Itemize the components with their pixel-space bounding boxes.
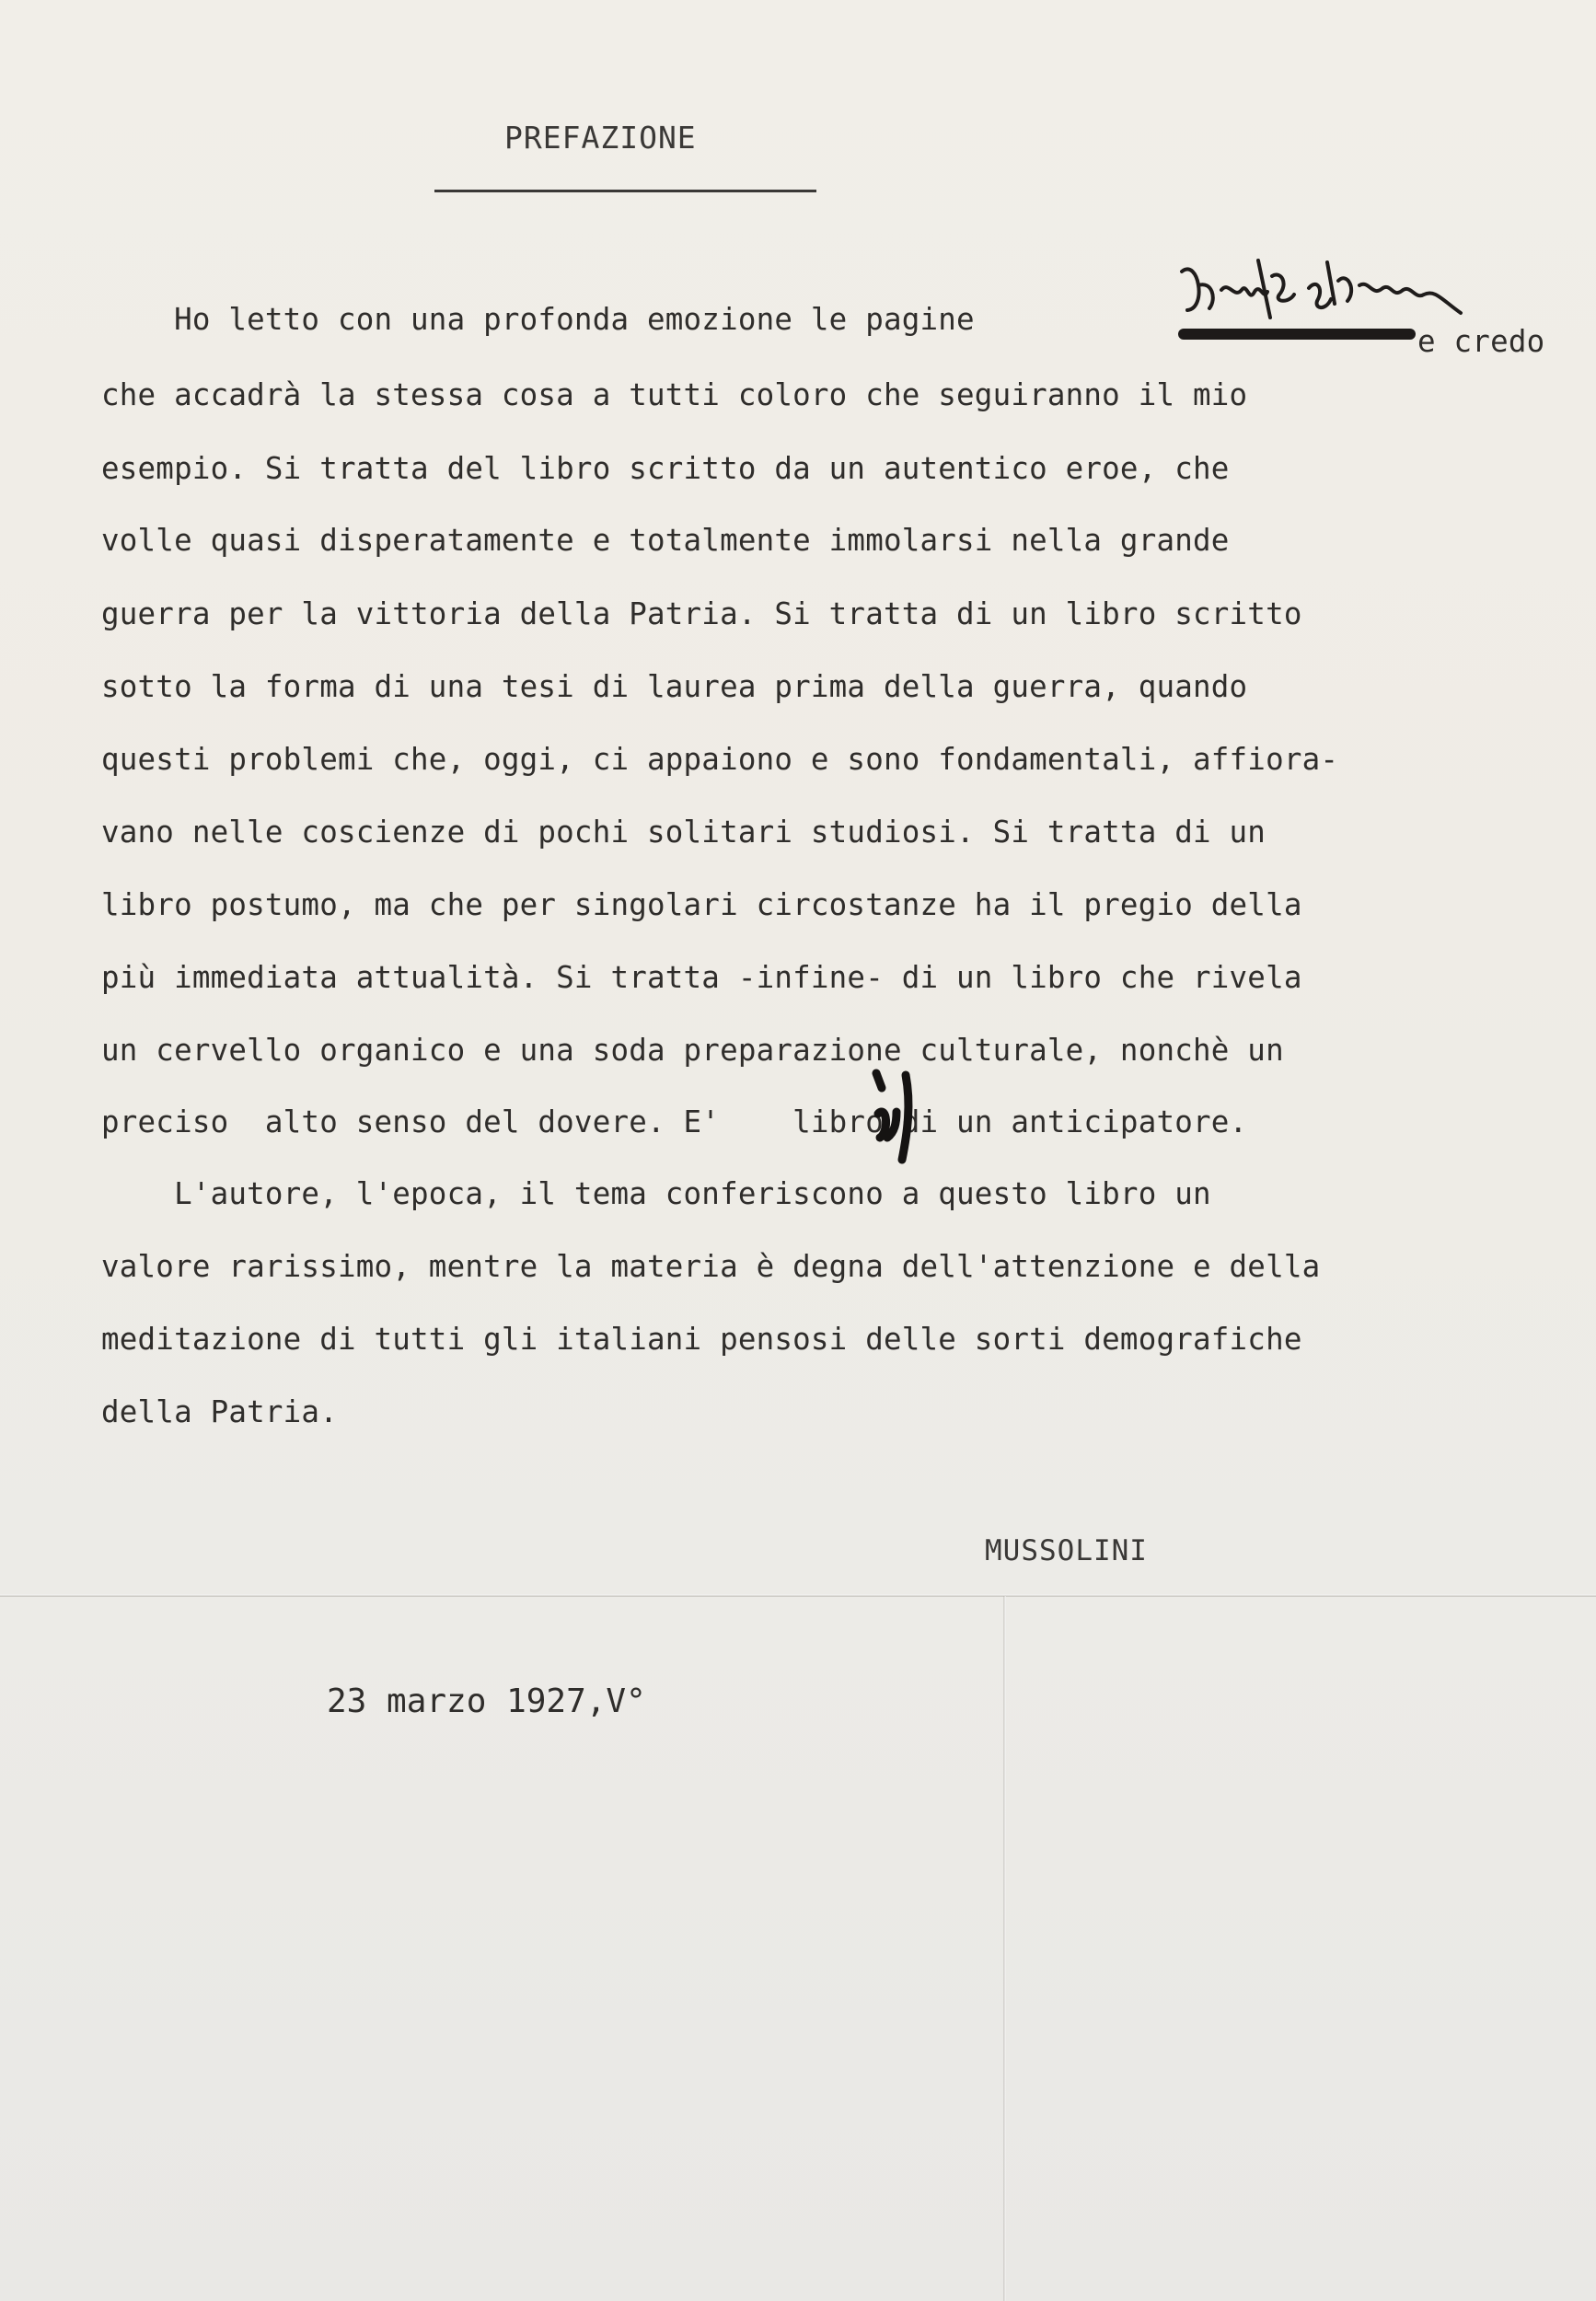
typed-signature: MUSSOLINI: [985, 1534, 1148, 1567]
text-line: volle quasi disperatamente e totalmente immolarsi nella grande: [101, 523, 1230, 558]
text-line: vano nelle coscienze di pochi solitari studiosi. Si tratta di un: [101, 815, 1266, 850]
text-line: esempio. Si tratta del libro scritto da un autentico eroe, che: [101, 451, 1230, 486]
text-line: meditazione di tutti gli italiani pensosi delle sorti demografiche: [101, 1322, 1302, 1357]
text-line: sotto la forma di una tesi di laurea prima della guerra, quando: [101, 669, 1248, 704]
text-line: che accadrà la stessa cosa a tutti coloro che seguiranno il mio: [101, 377, 1248, 412]
ink-correction-mark: [869, 1068, 924, 1165]
vertical-fold-line: [1003, 1596, 1006, 2301]
struck-out-text: [1178, 329, 1416, 340]
text-line: un cervello organico e una soda preparazione culturale, nonchè un: [101, 1033, 1284, 1068]
text-line: valore rarissimo, mentre la materia è degna dell'attenzione e della: [101, 1249, 1321, 1284]
document-title: PREFAZIONE: [504, 120, 697, 156]
horizontal-fold-line: [0, 1594, 1596, 1597]
text-line: più immediata attualità. Si tratta -infine- di un libro che rivela: [101, 960, 1302, 995]
text-line: guerra per la vittoria della Patria. Si tratta di un libro scritto: [101, 596, 1302, 631]
text-line: questi problemi che, oggi, ci appaiono e sono fondamentali, affiora-: [101, 742, 1339, 777]
text-line: Ho letto con una profonda emozione le pagine: [101, 302, 975, 337]
text-line-tail: e credo: [1417, 324, 1545, 359]
text-line: della Patria.: [101, 1394, 338, 1429]
text-line: L'autore, l'epoca, il tema conferiscono a questo libro un: [101, 1176, 1211, 1211]
title-underline: [434, 190, 816, 192]
text-line: preciso alto senso del dovere. E' libro di un anticipatore.: [101, 1104, 1248, 1139]
text-line: libro postumo, ma che per singolari circostanze ha il pregio della: [101, 887, 1302, 922]
document-date: 23 marzo 1927,V°: [327, 1682, 646, 1720]
